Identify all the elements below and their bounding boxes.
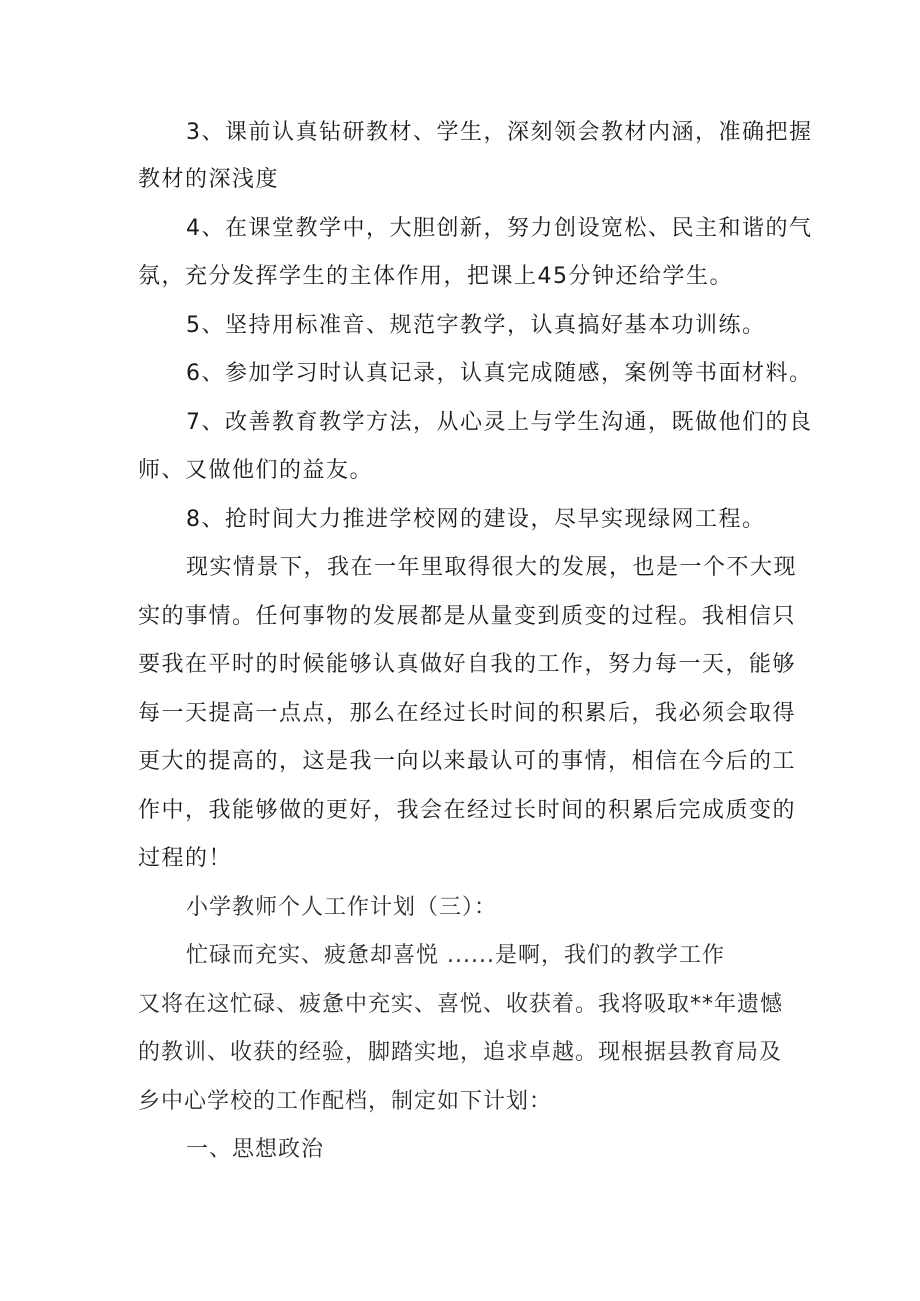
item-5-line: 5、坚持用标准音、规范字教学，认真搞好基本功训练。 (186, 313, 766, 338)
item-7-line-2: 师、又做他们的益友。 (138, 458, 374, 483)
item-3-line-2: 教材的深浅度 (138, 167, 280, 192)
intro-line-2: 又将在这忙碌、疲惫中充实、喜悦、收获着。我将吸取**年遗憾 (138, 992, 784, 1017)
intro-line-3: 的教训、收获的经验，脚踏实地，追求卓越。现根据县教育局及 (138, 1040, 783, 1065)
reflection-line-4: 每一天提高一点点，那么在经过长时间的积累后，我必须会取得 (138, 701, 797, 726)
item-8-line: 8、抢时间大力推进学校网的建设，尽早实现绿网工程。 (186, 507, 766, 532)
item-7-line-1: 7、改善教育教学方法，从心灵上与学生沟通，既做他们的良 (186, 410, 813, 435)
item-4-line-2: 氛，充分发挥学生的主体作用，把课上45分钟还给学生。 (138, 264, 733, 289)
item-3-line-1: 3、课前认真钻研教材、学生，深刻领会教材内涵，准确把握 (186, 120, 813, 145)
intro-line-1: 忙碌而充实、疲惫却喜悦 ......是啊，我们的教学工作 (186, 943, 725, 968)
reflection-line-1: 现实情景下，我在一年里取得很大的发展，也是一个不大现 (186, 555, 798, 580)
reflection-line-5: 更大的提高的，这是我一向以来最认可的事情，相信在今后的工 (138, 749, 797, 774)
item-4-line-1: 4、在课堂教学中，大胆创新，努力创设宽松、民主和谐的气 (186, 216, 813, 241)
section-title: 小学教师个人工作计划（三）： (186, 895, 498, 920)
reflection-line-2: 实的事情。任何事物的发展都是从量变到质变的过程。我相信只 (138, 604, 797, 629)
heading-one: 一、思想政治 (186, 1137, 325, 1162)
item-6-line: 6、参加学习时认真记录，认真完成随感，案例等书面材料。 (186, 361, 813, 386)
intro-line-4: 乡中心学校的工作配档，制定如下计划： (138, 1089, 553, 1114)
reflection-line-7: 过程的！ (138, 846, 233, 871)
reflection-line-3: 要我在平时的时候能够认真做好自我的工作，努力每一天，能够 (138, 652, 797, 677)
reflection-line-6: 作中，我能够做的更好，我会在经过长时间的积累后完成质变的 (138, 798, 797, 823)
